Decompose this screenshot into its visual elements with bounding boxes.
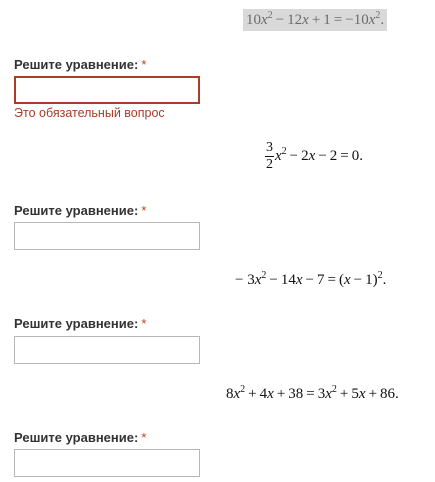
coef: 14	[280, 272, 296, 288]
op-minus: −	[275, 12, 285, 28]
required-asterisk: *	[141, 203, 147, 218]
exponent: 2	[267, 10, 273, 21]
op-minus: −	[269, 272, 278, 288]
paren-open: (	[338, 272, 344, 288]
coef: 3	[247, 272, 255, 288]
var-x: x	[368, 12, 376, 28]
op-minus: −	[345, 12, 354, 28]
equation-4	[226, 384, 399, 404]
required-asterisk: *	[141, 316, 147, 331]
exponent: 2	[377, 270, 383, 281]
const: 38	[288, 386, 304, 402]
label-text: Решите уравнение:	[14, 203, 139, 218]
coef: 12	[287, 12, 303, 28]
coef: 8	[226, 386, 234, 402]
op-equals: =	[340, 147, 349, 164]
var-x: x	[233, 386, 241, 402]
required-asterisk: *	[141, 57, 147, 72]
var-x: x	[302, 12, 309, 28]
op-plus: +	[339, 386, 349, 402]
op-minus: −	[305, 272, 314, 288]
label-text: Решите уравнение:	[14, 316, 139, 331]
coef: 2	[301, 147, 309, 164]
coef: 5	[351, 386, 359, 402]
question-label-4	[14, 430, 146, 445]
op-minus: −	[318, 147, 327, 164]
coef: 10	[353, 12, 369, 28]
exponent: 2	[375, 10, 381, 21]
exponent: 2	[331, 384, 337, 395]
var-x: x	[358, 386, 366, 402]
coef: 3	[317, 386, 326, 402]
period: .	[395, 386, 399, 402]
const: 2	[329, 147, 338, 164]
label-text: Решите уравнение:	[14, 57, 139, 72]
fraction-denominator: 2	[266, 157, 273, 172]
answer-input-3[interactable]	[14, 336, 200, 364]
paren-close: )	[372, 272, 378, 288]
op-equals: =	[327, 272, 336, 288]
op-plus: +	[248, 386, 257, 402]
const: 86	[380, 386, 396, 402]
var-x: x	[295, 272, 303, 288]
op-plus: +	[276, 386, 286, 402]
error-message: Это обязательный вопрос	[14, 106, 165, 120]
label-text: Решите уравнение:	[14, 430, 139, 445]
equation-1	[243, 9, 387, 31]
const: 0	[351, 147, 360, 164]
required-asterisk: *	[141, 430, 147, 445]
exponent: 2	[281, 145, 287, 157]
var-x: x	[261, 12, 268, 28]
op-minus: −	[353, 272, 363, 288]
exponent: 2	[240, 384, 246, 395]
coef: 10	[246, 12, 261, 28]
period: .	[359, 147, 363, 164]
const: 1	[365, 272, 373, 288]
answer-input-1[interactable]	[14, 76, 200, 104]
var-x: x	[267, 386, 274, 402]
equation-2	[265, 140, 363, 173]
coef: 4	[259, 386, 268, 402]
exponent: 2	[261, 270, 267, 281]
period: .	[382, 272, 387, 288]
answer-input-4[interactable]	[14, 449, 200, 477]
var-x: x	[308, 147, 316, 164]
op-equals: =	[306, 386, 315, 402]
op-equals: =	[333, 12, 343, 28]
op-plus: +	[368, 386, 378, 402]
var-x: x	[343, 272, 351, 288]
var-x: x	[325, 386, 332, 402]
period: .	[380, 12, 385, 28]
const: 7	[317, 272, 325, 288]
fraction	[265, 140, 274, 173]
equation-3	[235, 270, 386, 290]
answer-input-2[interactable]	[14, 222, 200, 250]
fraction-numerator: 3	[266, 140, 273, 155]
const: 1	[323, 12, 331, 28]
op-plus: +	[311, 12, 321, 28]
op-minus: −	[289, 147, 299, 164]
question-label-2	[14, 203, 146, 218]
var-x: x	[275, 147, 282, 164]
var-x: x	[254, 272, 262, 288]
question-label-3	[14, 316, 146, 331]
op-minus: −	[235, 272, 244, 288]
question-label-1	[14, 57, 146, 72]
